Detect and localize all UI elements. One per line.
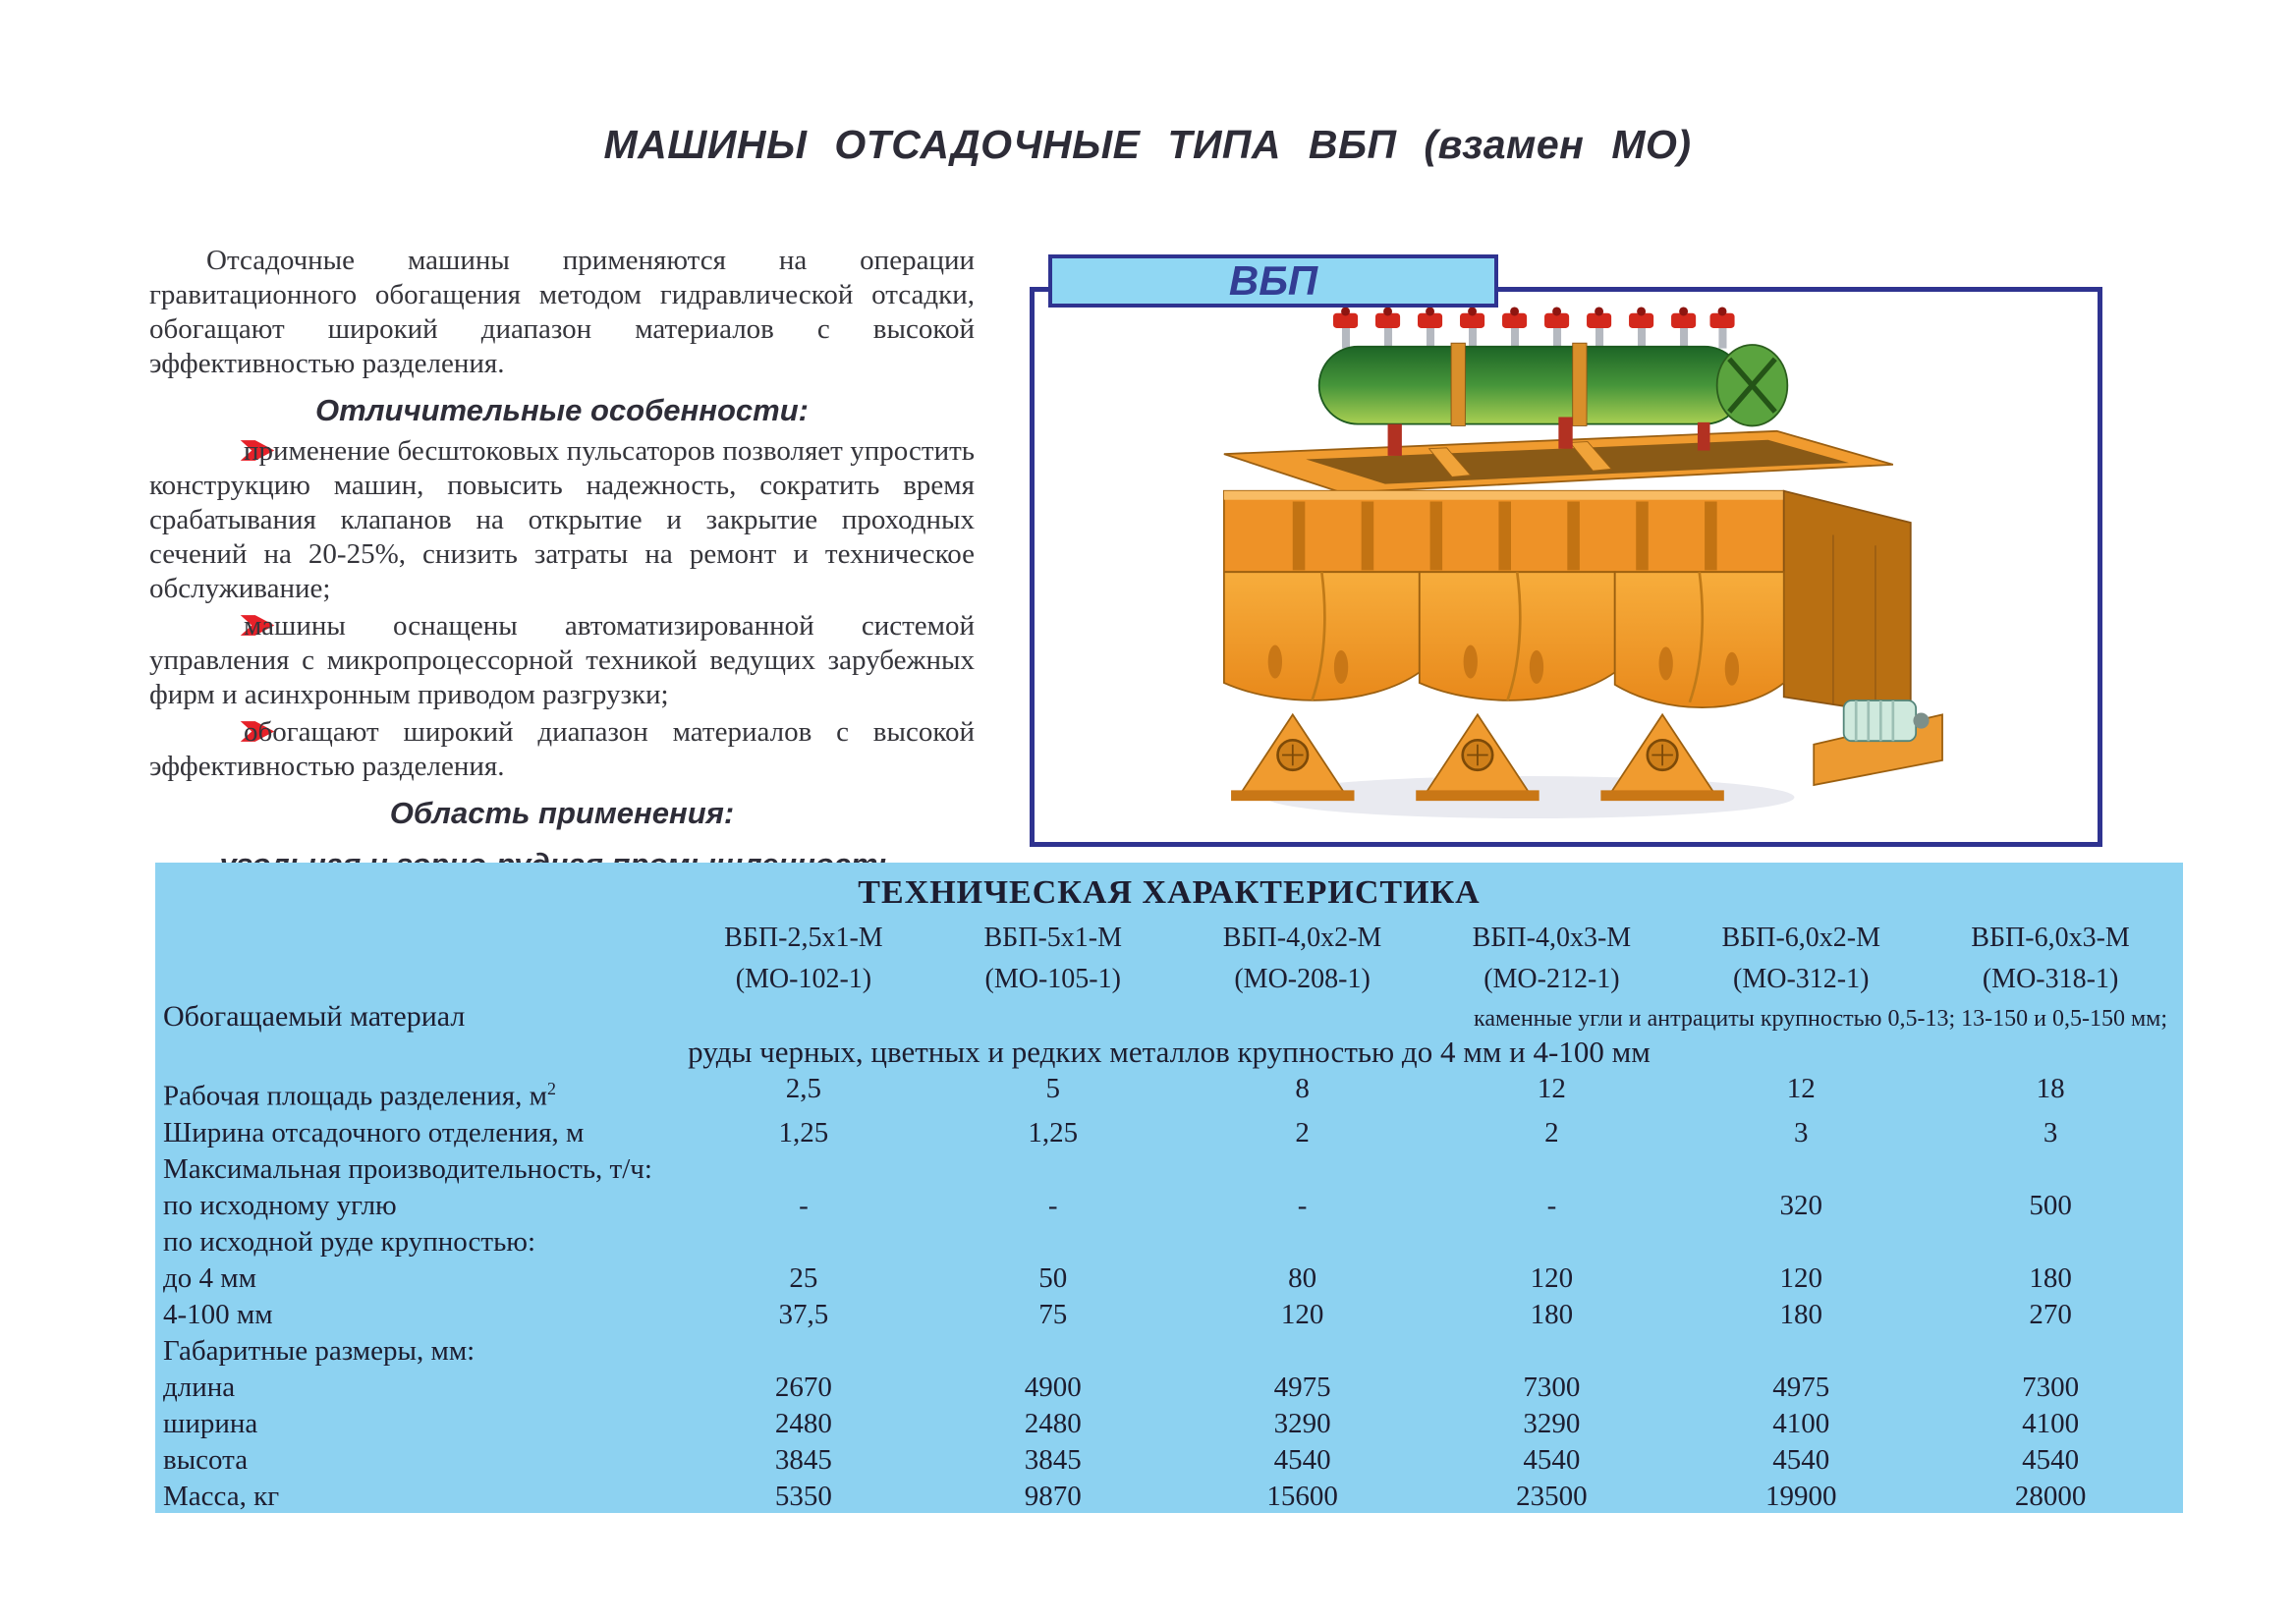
- spec-value: 3290: [1523, 1407, 1581, 1439]
- spec-row: [155, 1406, 2183, 1442]
- spec-value: 23500: [1516, 1480, 1588, 1512]
- spec-row-label: до 4 мм: [163, 1261, 256, 1294]
- model-old-name: (МО-318-1): [1982, 964, 2119, 994]
- spec-row: [155, 1479, 2183, 1515]
- spec-value: 50: [1038, 1261, 1068, 1294]
- spec-value: 180: [1530, 1298, 1574, 1330]
- model-column-header: [928, 918, 1178, 1000]
- spec-table: [155, 863, 2183, 1513]
- spec-value: 3845: [774, 1443, 832, 1476]
- spec-row: [155, 1188, 2183, 1224]
- model-old-name: (МО-312-1): [1733, 964, 1870, 994]
- spec-value: -: [1047, 1189, 1058, 1221]
- model-old-name: (МО-208-1): [1234, 964, 1371, 994]
- spec-value: -: [1297, 1189, 1308, 1221]
- spec-value: 5: [1045, 1073, 1060, 1104]
- spec-row: [155, 1370, 2183, 1406]
- model-column-header: [679, 918, 928, 1000]
- page-title: МАШИНЫ ОТСАДОЧНЫЕ ТИПА ВБП (взамен МО): [603, 122, 1692, 167]
- spec-value: 180: [2029, 1261, 2072, 1294]
- model-name: ВБП-4,0х3-М: [1472, 923, 1632, 953]
- spec-value: 180: [1779, 1298, 1822, 1330]
- arrow-bullet-icon: [195, 611, 230, 634]
- spec-value: [928, 1333, 1178, 1370]
- spec-value: 3: [1793, 1116, 1809, 1148]
- spec-value: [679, 1151, 928, 1188]
- spec-value: [1926, 1333, 2175, 1370]
- model-column-header: [1926, 918, 2175, 1000]
- photo-panel: [1030, 257, 2102, 847]
- spec-row-label: по исходной руде крупностью:: [163, 1225, 536, 1258]
- model-name: ВБП-4,0х2-М: [1222, 923, 1382, 953]
- spec-value: 12: [1786, 1073, 1816, 1104]
- spec-value: 120: [1779, 1261, 1822, 1294]
- spec-value: [928, 1151, 1178, 1188]
- spec-value: 1,25: [778, 1116, 829, 1148]
- feature-text: обогащают широкий диапазон материалов с высокой эффективностью разделения.: [149, 716, 975, 782]
- spec-value: [1427, 1151, 1676, 1188]
- spec-value: 2: [1295, 1116, 1310, 1148]
- feature-item: [149, 434, 975, 606]
- spec-row-label: длина: [163, 1371, 236, 1403]
- model-column-header: [1178, 918, 1427, 1000]
- tank-valves: [1333, 308, 1735, 349]
- model-name: ВБП-6,0х3-М: [1971, 923, 2130, 953]
- spec-row: [155, 1224, 2183, 1260]
- model-name: ВБП-2,5х1-М: [724, 923, 883, 953]
- feature-text: машины оснащены автоматизированной системой управления с микропроцессорной техникой ведущих зарубежных фирм и асинхронным приводом разгрузки;: [149, 610, 975, 710]
- material-row: [155, 1000, 2183, 1034]
- model-old-name: (МО-105-1): [984, 964, 1121, 994]
- spec-row: [155, 1071, 2183, 1115]
- spec-value: 25: [789, 1261, 818, 1294]
- spec-value: [679, 1333, 928, 1370]
- spec-value: [1926, 1151, 2175, 1188]
- spec-row: [155, 1333, 2183, 1370]
- spec-value: 28000: [2014, 1480, 2087, 1512]
- spec-value: 2480: [1024, 1407, 1082, 1439]
- spec-value: 8: [1295, 1073, 1310, 1104]
- spec-value: 18: [2036, 1073, 2065, 1104]
- spec-value: 9870: [1024, 1480, 1082, 1512]
- spec-value: 4540: [1772, 1443, 1830, 1476]
- model-header-spacer: [163, 918, 679, 1000]
- spec-table-title: ТЕХНИЧЕСКАЯ ХАРАКТЕРИСТИКА: [858, 874, 1481, 911]
- description-column: [149, 244, 975, 882]
- spec-value: 4100: [2022, 1407, 2080, 1439]
- feature-item: [149, 609, 975, 712]
- model-column-header: [1427, 918, 1676, 1000]
- spec-value: 4540: [1523, 1443, 1581, 1476]
- model-name: ВБП-5х1-М: [983, 923, 1122, 953]
- spec-value: 4975: [1772, 1371, 1830, 1403]
- material-ore-text: руды черных, цветных и редких металлов крупностью до 4 мм и 4-100 мм: [688, 1035, 1651, 1069]
- material-coal-text: каменные угли и антрациты крупностью 0,5-13; 13-150 и 0,5-150 мм;: [1474, 1006, 2167, 1032]
- spec-row-label: высота: [163, 1443, 249, 1476]
- spec-value: [1178, 1224, 1427, 1260]
- spec-value: 2670: [774, 1371, 832, 1403]
- spec-value: 7300: [1523, 1371, 1581, 1403]
- spec-value: [1427, 1224, 1676, 1260]
- spec-rows: [155, 1071, 2183, 1515]
- spec-value: [1178, 1333, 1427, 1370]
- feature-item: [149, 715, 975, 784]
- spec-value: [1676, 1151, 1926, 1188]
- feature-text: применение бесштоковых пульсаторов позволяет упростить конструкцию машин, повысить надежность, сократить время срабатывания клапанов на открытие и закрытие проходных сечений на 20-25%, снизить затраты на ремонт и техническое обслуживание;: [149, 435, 975, 604]
- spec-value: 7300: [2022, 1371, 2080, 1403]
- spec-value: 80: [1288, 1261, 1317, 1294]
- spec-row-label: ширина: [163, 1407, 258, 1439]
- spec-value: 4540: [2022, 1443, 2080, 1476]
- spec-value: 4100: [1772, 1407, 1830, 1439]
- spec-value: [1926, 1224, 2175, 1260]
- spec-row-label: Масса, кг: [163, 1480, 280, 1512]
- spec-value: 12: [1537, 1073, 1566, 1104]
- photo-label: ВБП: [1048, 254, 1498, 308]
- spec-value: [1676, 1224, 1926, 1260]
- spec-value: 3290: [1273, 1407, 1331, 1439]
- model-header-row: [155, 912, 2183, 1000]
- spec-value: 3845: [1024, 1443, 1082, 1476]
- spec-value: [1178, 1151, 1427, 1188]
- arrow-bullet-icon: [195, 436, 230, 459]
- machine-photo: [1066, 303, 2065, 831]
- spec-value: [1676, 1333, 1926, 1370]
- spec-value: 2480: [774, 1407, 832, 1439]
- spec-row: [155, 1442, 2183, 1479]
- spec-value: 75: [1038, 1298, 1068, 1330]
- features-heading: Отличительные особенности:: [314, 393, 809, 427]
- spec-value: 4900: [1024, 1371, 1082, 1403]
- spec-value: 4975: [1273, 1371, 1331, 1403]
- spec-row: [155, 1115, 2183, 1151]
- spec-value: 15600: [1266, 1480, 1338, 1512]
- spec-value: 3: [2043, 1116, 2058, 1148]
- model-name: ВБП-6,0х2-М: [1721, 923, 1880, 953]
- spec-value: 500: [2029, 1189, 2072, 1221]
- spec-value: 37,5: [778, 1298, 829, 1330]
- spec-row: [155, 1151, 2183, 1188]
- spec-value: -: [1546, 1189, 1557, 1221]
- spec-row: [155, 1260, 2183, 1297]
- spec-value: 2,5: [785, 1073, 822, 1104]
- spec-row-label: Ширина отсадочного отделения, м: [163, 1116, 585, 1148]
- spec-row-label: Рабочая площадь разделения, $м^2$: [163, 1079, 556, 1112]
- spec-row-label: по исходному углю: [163, 1189, 397, 1221]
- spec-value: [679, 1224, 928, 1260]
- model-old-name: (МО-102-1): [735, 964, 872, 994]
- intro-paragraph: Отсадочные машины применяются на операции гравитационного обогащения методом гидравлической отсадки, обогащают широкий диапазон материалов с высокой эффективностью разделения.: [149, 245, 975, 379]
- spec-value: 4540: [1273, 1443, 1331, 1476]
- spec-row-label: 4-100 мм: [163, 1298, 273, 1330]
- spec-value: 320: [1779, 1189, 1822, 1221]
- spec-value: [1427, 1333, 1676, 1370]
- model-column-header: [1676, 918, 1926, 1000]
- spec-value: [928, 1224, 1178, 1260]
- spec-row-label: Габаритные размеры, мм:: [163, 1334, 476, 1367]
- arrow-bullet-icon: [195, 717, 230, 740]
- spec-value: 5350: [774, 1480, 832, 1512]
- spec-value: 1,25: [1028, 1116, 1079, 1148]
- model-old-name: (МО-212-1): [1483, 964, 1620, 994]
- spec-value: 120: [1530, 1261, 1574, 1294]
- material-label: Обогащаемый материал: [163, 1000, 466, 1033]
- spec-row-label: Максимальная производительность, т/ч:: [163, 1152, 652, 1185]
- spec-value: 270: [2029, 1298, 2072, 1330]
- spec-value: -: [799, 1189, 809, 1221]
- spec-value: 120: [1280, 1298, 1324, 1330]
- application-heading: Область применения:: [389, 796, 735, 830]
- spec-value: 19900: [1764, 1480, 1837, 1512]
- spec-value: 2: [1544, 1116, 1559, 1148]
- spec-row: [155, 1297, 2183, 1333]
